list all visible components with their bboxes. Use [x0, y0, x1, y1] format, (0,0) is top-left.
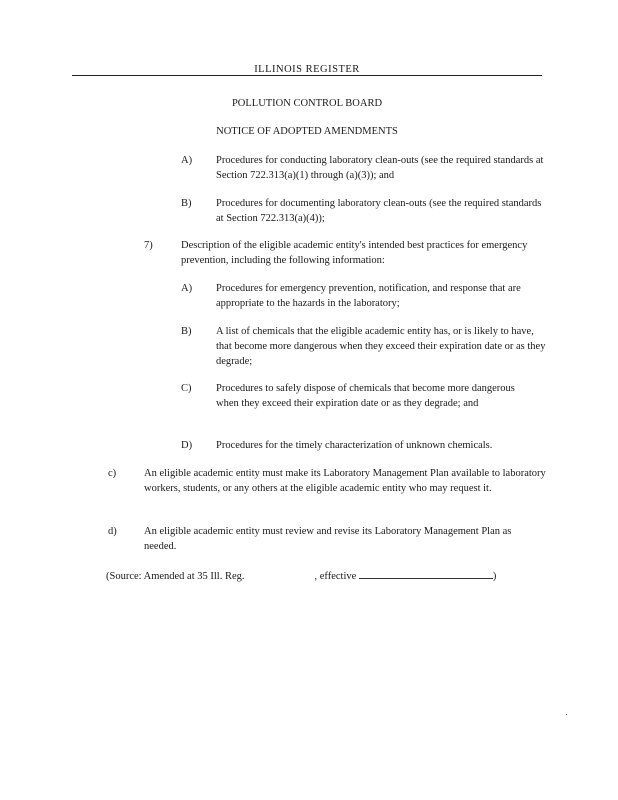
- register-header: [72, 62, 542, 78]
- source-effective: , effective: [314, 571, 357, 582]
- item-7b-text: A list of chemicals that the eligible academic entity has, or is likely to have, that become more dangerous when they exceed their expiration date or as they degrade;: [216, 326, 546, 367]
- item-7a-label: A): [181, 283, 193, 294]
- effective-date-blank: [359, 567, 493, 579]
- item-d-label: d): [108, 526, 117, 537]
- item-7d-label: D): [181, 440, 193, 451]
- board-title: POLLUTION CONTROL BOARD: [231, 98, 383, 109]
- notice-title: NOTICE OF ADOPTED AMENDMENTS: [216, 126, 398, 137]
- item-7-text: Description of the eligible academic entity's intended best practices for emergency prevention, including the following information:: [181, 240, 528, 266]
- item-7a-text: Procedures for emergency prevention, notification, and response that are appropriate to the hazards in the laboratory;: [216, 283, 521, 309]
- item-7c-label: C): [181, 383, 192, 394]
- source-line: [106, 567, 496, 584]
- item-6b-text: Procedures for documenting laboratory clean-outs (see the required standards at Section 722.313(a)(4));: [216, 198, 542, 224]
- item-7b-label: B): [181, 326, 192, 337]
- item-c-label: c): [108, 468, 117, 479]
- item-c-text: An eligible academic entity must make its Laboratory Management Plan available to laboratory workers, students, or any others at the eligible academic entity who may request it.: [144, 468, 546, 494]
- scan-speck: [566, 714, 567, 715]
- source-close: ): [492, 571, 497, 582]
- item-7d-text: Procedures for the timely characterization of unknown chemicals.: [216, 440, 493, 451]
- item-7c-text: Procedures to safely dispose of chemicals that become more dangerous when they exceed their expiration date or as they degrade; and: [216, 383, 515, 409]
- item-7-label: 7): [144, 240, 153, 251]
- register-title: ILLINOIS REGISTER: [251, 64, 363, 75]
- source-prefix: (Source: Amended at 35 Ill. Reg.: [106, 571, 245, 582]
- item-6b-label: B): [181, 198, 192, 209]
- item-6a-label: A): [181, 155, 193, 166]
- item-d-text: An eligible academic entity must review and revise its Laboratory Management Plan as needed.: [144, 526, 512, 552]
- item-6a-text: Procedures for conducting laboratory clean-outs (see the required standards at Section 722.313(a)(1) through (a)(3)); and: [216, 155, 544, 181]
